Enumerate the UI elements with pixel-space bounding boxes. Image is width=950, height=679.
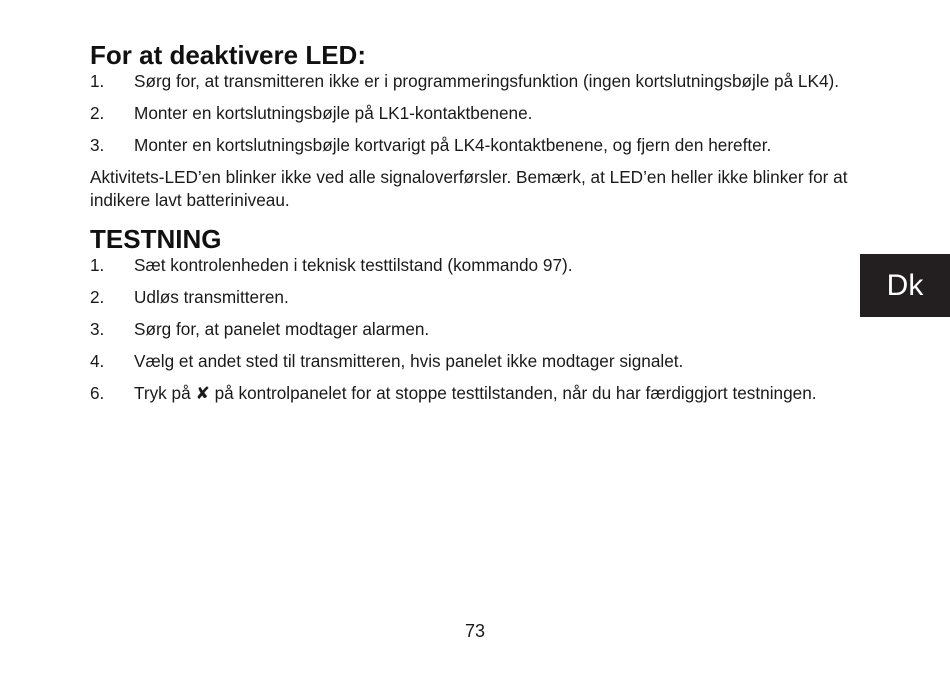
step-text: Monter en kortslutningsbøjle kortvarigt på LK4-kontaktbenene, og fjern den herefter.	[134, 135, 772, 155]
step-number: 4.	[90, 351, 105, 371]
list-item	[90, 318, 850, 341]
list-item	[90, 102, 850, 125]
list-item	[90, 350, 850, 373]
led-note-paragraph: Aktivitets-LED’en blinker ikke ved alle signaloverførsler. Bemærk, at LED’en heller ikke blinker for at indikere lavt batteriniveau.	[90, 167, 848, 210]
step-text: Sæt kontrolenheden i teknisk testtilstand (kommando 97).	[134, 255, 573, 275]
section-heading-testing: TESTNING	[90, 224, 222, 254]
step-number: 1.	[90, 71, 105, 91]
step-text: Vælg et andet sted til transmitteren, hvis panelet ikke modtager signalet.	[134, 351, 684, 371]
step-number: 1.	[90, 255, 105, 275]
deactivate-led-steps	[90, 70, 850, 157]
step-number: 2.	[90, 287, 105, 307]
step-number: 2.	[90, 103, 105, 123]
list-item	[90, 382, 850, 405]
step-text: Tryk på ✘ på kontrolpanelet for at stoppe testtilstanden, når du har færdiggjort testningen.	[134, 383, 817, 403]
language-tab: Dk	[860, 254, 950, 317]
list-item	[90, 70, 850, 93]
testing-steps	[90, 254, 850, 405]
step-text: Monter en kortslutningsbøjle på LK1-kontaktbenene.	[134, 103, 533, 123]
page-content	[90, 40, 850, 414]
section-heading-deactivate-led: For at deaktivere LED:	[90, 40, 366, 70]
step-number: 6.	[90, 383, 105, 403]
list-item	[90, 286, 850, 309]
page-number: 73	[464, 621, 486, 641]
step-number: 3.	[90, 319, 105, 339]
list-item	[90, 134, 850, 157]
step-text: Sørg for, at panelet modtager alarmen.	[134, 319, 430, 339]
step-text: Sørg for, at transmitteren ikke er i programmeringsfunktion (ingen kortslutningsbøjle på LK4).	[134, 71, 839, 91]
step-text: Udløs transmitteren.	[134, 287, 289, 307]
list-item	[90, 254, 850, 277]
step-number: 3.	[90, 135, 105, 155]
